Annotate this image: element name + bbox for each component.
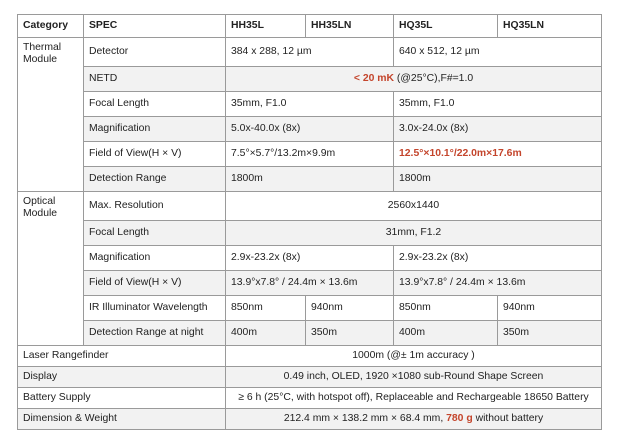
netd-rest: (@25°C),F#=1.0 xyxy=(394,73,474,84)
value-cell: 2.9x-23.2x (8x) xyxy=(394,246,602,271)
table-row xyxy=(18,142,602,167)
weight-highlight: 780 g xyxy=(446,413,473,424)
header-model-hh35ln: HH35LN xyxy=(306,15,394,38)
value-cell: 3.0x-24.0x (8x) xyxy=(394,117,602,142)
table-row xyxy=(18,192,602,221)
category-optical-line2: Module xyxy=(23,208,58,219)
value-cell: 31mm, F1.2 xyxy=(226,221,602,246)
category-optical-line1: Optical xyxy=(23,196,56,207)
header-model-hq35ln: HQ35LN xyxy=(498,15,602,38)
value-cell: 13.9°x7.8° / 24.4m × 13.6m xyxy=(394,271,602,296)
spec-label: Field of View(H × V) xyxy=(84,142,226,167)
table-row xyxy=(18,38,602,67)
spec-label: Field of View(H × V) xyxy=(84,271,226,296)
dimension-value-after: without battery xyxy=(472,413,544,424)
spec-table-container xyxy=(17,14,602,430)
table-row xyxy=(18,167,602,192)
spec-label: Focal Length xyxy=(84,92,226,117)
value-cell: 0.49 inch, OLED, 1920 ×1080 sub-Round Shape Screen xyxy=(226,367,602,388)
table-row xyxy=(18,67,602,92)
value-cell: 940nm xyxy=(498,296,602,321)
table-row xyxy=(18,117,602,142)
spec-label: Detector xyxy=(84,38,226,67)
value-cell: 35mm, F1.0 xyxy=(394,92,602,117)
header-spec: SPEC xyxy=(84,15,226,38)
spec-table xyxy=(17,14,602,430)
spec-label: Max. Resolution xyxy=(84,192,226,221)
header-model-hq35l: HQ35L xyxy=(394,15,498,38)
value-cell xyxy=(226,67,602,92)
value-cell: 400m xyxy=(226,321,306,346)
value-cell: 1800m xyxy=(394,167,602,192)
category-optical-cell xyxy=(18,192,84,221)
dimension-value-before: 212.4 mm × 138.2 mm × 68.4 mm, xyxy=(283,413,447,424)
value-cell: 2.9x-23.2x (8x) xyxy=(226,246,394,271)
value-cell: 350m xyxy=(306,321,394,346)
value-cell: 384 x 288, 12 µm xyxy=(226,38,394,67)
table-row xyxy=(18,271,602,296)
spec-label: Dimension & Weight xyxy=(18,409,226,430)
value-cell: 640 x 512, 12 µm xyxy=(394,38,602,67)
spec-label: Battery Supply xyxy=(18,388,226,409)
value-cell: 1800m xyxy=(226,167,394,192)
table-row xyxy=(18,367,602,388)
spec-label: NETD xyxy=(84,67,226,92)
table-row xyxy=(18,409,602,430)
spec-label: Magnification xyxy=(84,117,226,142)
category-thermal-cell xyxy=(18,38,84,67)
value-cell: ≥ 6 h (25°C, with hotspot off), Replaceable and Rechargeable 18650 Battery xyxy=(226,388,602,409)
netd-highlight: < 20 mK xyxy=(353,73,395,84)
value-cell: 35mm, F1.0 xyxy=(226,92,394,117)
table-row xyxy=(18,246,602,271)
spec-label: Focal Length xyxy=(84,221,226,246)
table-row xyxy=(18,321,602,346)
category-thermal-line2: Module xyxy=(23,54,58,65)
table-row xyxy=(18,92,602,117)
category-thermal-line1: Thermal xyxy=(23,42,62,53)
table-row xyxy=(18,221,602,246)
spec-label: IR Illuminator Wavelength xyxy=(84,296,226,321)
value-cell xyxy=(226,409,602,430)
value-cell: 850nm xyxy=(394,296,498,321)
value-cell: 940nm xyxy=(306,296,394,321)
spec-label: Detection Range at night xyxy=(84,321,226,346)
spec-label: Display xyxy=(18,367,226,388)
spec-label: Detection Range xyxy=(84,167,226,192)
spec-label: Laser Rangefinder xyxy=(18,346,226,367)
table-row xyxy=(18,346,602,367)
header-category: Category xyxy=(18,15,84,38)
header-model-hh35l: HH35L xyxy=(226,15,306,38)
value-cell: 7.5°×5.7°/13.2m×9.9m xyxy=(226,142,394,167)
value-cell: 13.9°x7.8° / 24.4m × 13.6m xyxy=(226,271,394,296)
value-cell: 12.5°×10.1°/22.0m×17.6m xyxy=(394,142,602,167)
value-cell: 850nm xyxy=(226,296,306,321)
value-cell: 400m xyxy=(394,321,498,346)
header-row xyxy=(18,15,602,38)
table-row xyxy=(18,388,602,409)
value-cell: 2560x1440 xyxy=(226,192,602,221)
value-cell: 5.0x-40.0x (8x) xyxy=(226,117,394,142)
value-cell: 1000m (@± 1m accuracy ) xyxy=(226,346,602,367)
spec-label: Magnification xyxy=(84,246,226,271)
table-row xyxy=(18,296,602,321)
value-cell: 350m xyxy=(498,321,602,346)
